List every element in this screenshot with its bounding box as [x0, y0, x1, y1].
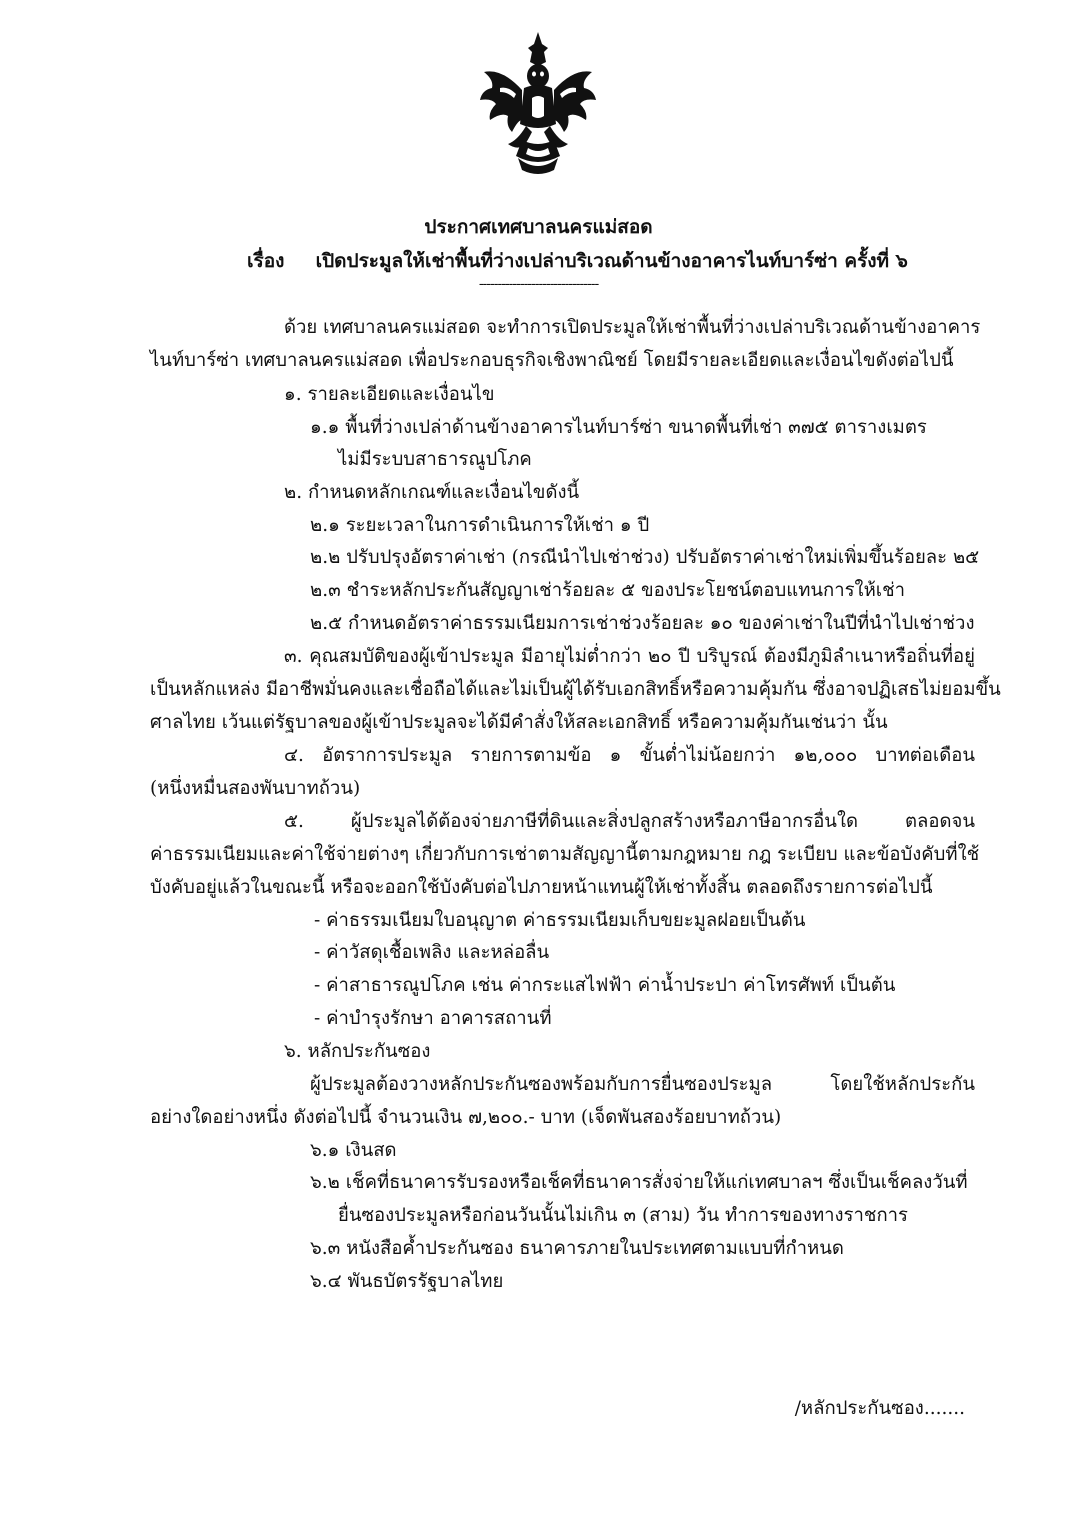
section-6-item-2-cont: ยื่นซองประมูลหรือก่อนวันนั้นไม่เกิน ๓ (สาม) วัน ทำการของทางราชการ [338, 1205, 908, 1226]
section-6-line-1: ผู้ประมูลต้องวางหลักประกันซองพร้อมกับการยื่นซองประมูล โดยใช้หลักประกัน [310, 1074, 975, 1095]
intro-line-1: ด้วย เทศบาลนครแม่สอด จะทำการเปิดประมูลให้เช่าพื้นที่ว่างเปล่าบริเวณด้านข้างอาคาร [284, 317, 981, 338]
section-5-line-3: บังคับอยู่แล้วในขณะนี้ หรือจะออกใช้บังคับต่อไปภายหน้าแทนผู้ให้เช่าทั้งสิ้น ตลอดถึงรายการต่อไปนี้ [150, 877, 933, 898]
section-1-item-1: ๑.๑ พื้นที่ว่างเปล่าด้านข้างอาคารไนท์บาร์ซ่า ขนาดพื้นที่เช่า ๓๗๕ ตารางเมตร [310, 417, 927, 438]
subject-label: เรื่อง [247, 250, 285, 272]
section-6-item-2: ๖.๒ เช็คที่ธนาคารรับรองหรือเช็คที่ธนาคารสั่งจ่ายให้แก่เทศบาลฯ ซึ่งเป็นเช็คลงวันที่ [310, 1172, 968, 1193]
section-1-item-1-cont: ไม่มีระบบสาธารณูปโภค [338, 449, 532, 470]
section-6-item-4: ๖.๔ พันธบัตรรัฐบาลไทย [310, 1271, 504, 1292]
section-4-line-2: (หนึ่งหมื่นสองพันบาทถ้วน) [150, 778, 361, 799]
section-6-item-3: ๖.๓ หนังสือค้ำประกันซอง ธนาคารภายในประเทศตามแบบที่กำหนด [310, 1238, 844, 1259]
section-6-item-1: ๖.๑ เงินสด [310, 1140, 397, 1161]
section-6-line-2: อย่างใดอย่างหนึ่ง ดังต่อไปนี้ จำนวนเงิน ๗,๒๐๐.- บาท (เจ็ดพันสองร้อยบาทถ้วน) [150, 1107, 782, 1128]
section-5-bullet: - ค่าวัสดุเชื้อเพลิง และหล่อลื่น [314, 942, 550, 963]
intro-line-2: ไนท์บาร์ซ่า เทศบาลนครแม่สอด เพื่อประกอบธุรกิจเชิงพาณิชย์ โดยมีรายละเอียดและเงื่อนไขดังต่อไปนี้ [150, 350, 954, 371]
section-5-line-2: ค่าธรรมเนียมและค่าใช้จ่ายต่างๆ เกี่ยวกับการเช่าตามสัญญานี้ตามกฎหมาย กฎ ระเบียบ และข้อบังคับที่ใช้ [150, 844, 980, 865]
section-2-item: ๒.๒ ปรับปรุงอัตราค่าเช่า (กรณีนำไปเช่าช่วง) ปรับอัตราค่าเช่าใหม่เพิ่มขึ้นร้อยละ ๒๕ [310, 547, 980, 568]
section-3-line-3: ศาลไทย เว้นแต่รัฐบาลของผู้เข้าประมูลจะได้มีคำสั่งให้สละเอกสิทธิ์ หรือความคุ้มกันเช่นว่า นั้น [150, 712, 888, 733]
garuda-emblem-icon [478, 28, 598, 176]
section-5-line-1: ๕. ผู้ประมูลได้ต้องจ่ายภาษีที่ดินและสิ่งปลูกสร้างหรือภาษีอากรอื่นใด ตลอดจน [284, 811, 975, 832]
section-5-bullet: - ค่าบำรุงรักษา อาคารสถานที่ [314, 1008, 552, 1029]
section-6-heading: ๖. หลักประกันซอง [284, 1041, 431, 1062]
section-3-line-1: ๓. คุณสมบัติของผู้เข้าประมูล มีอายุไม่ต่ำกว่า ๒๐ ปี บริบูรณ์ ต้องมีภูมิลำเนาหรือถิ่นที่อยู่ [284, 646, 975, 667]
title-separator: -------------------------------- [478, 276, 599, 292]
section-3-line-2: เป็นหลักแหล่ง มีอาชีพมั่นคงและเชื่อถือได้และไม่เป็นผู้ได้รับเอกสิทธิ์หรือความคุ้มกัน ซึ่งอาจปฏิเสธไม่ยอมขึ้น [150, 679, 1001, 700]
subject-text: เปิดประมูลให้เช่าพื้นที่ว่างเปล่าบริเวณด้านข้างอาคารไนท์บาร์ซ่า ครั้งที่ ๖ [315, 250, 908, 272]
section-4-line-1: ๔. อัตราการประมูล รายการตามข้อ ๑ ขั้นต่ำไม่น้อยกว่า ๑๒,๐๐๐ บาทต่อเดือน [284, 745, 975, 766]
section-5-bullet: - ค่าธรรมเนียมใบอนุญาต ค่าธรรมเนียมเก็บขยะมูลฝอยเป็นต้น [314, 910, 806, 931]
section-5-bullet: - ค่าสาธารณูปโภค เช่น ค่ากระแสไฟฟ้า ค่าน้ำประปา ค่าโทรศัพท์ เป็นต้น [314, 975, 896, 996]
section-2-item: ๒.๕ กำหนดอัตราค่าธรรมเนียมการเช่าช่วงร้อยละ ๑๐ ของค่าเช่าในปีที่นำไปเช่าช่วง [310, 613, 975, 634]
section-2-item: ๒.๓ ชำระหลักประกันสัญญาเช่าร้อยละ ๕ ของประโยชน์ตอบแทนการให้เช่า [310, 580, 906, 601]
document-title: ประกาศเทศบาลนครแม่สอด [424, 216, 653, 238]
section-2-heading: ๒. กำหนดหลักเกณฑ์และเงื่อนไขดังนี้ [284, 482, 580, 503]
section-1-heading: ๑. รายละเอียดและเงื่อนไข [284, 384, 495, 405]
section-2-item: ๒.๑ ระยะเวลาในการดำเนินการให้เช่า ๑ ปี [310, 515, 650, 536]
continued-marker: /หลักประกันซอง....... [794, 1398, 965, 1419]
document-subject [247, 246, 908, 276]
